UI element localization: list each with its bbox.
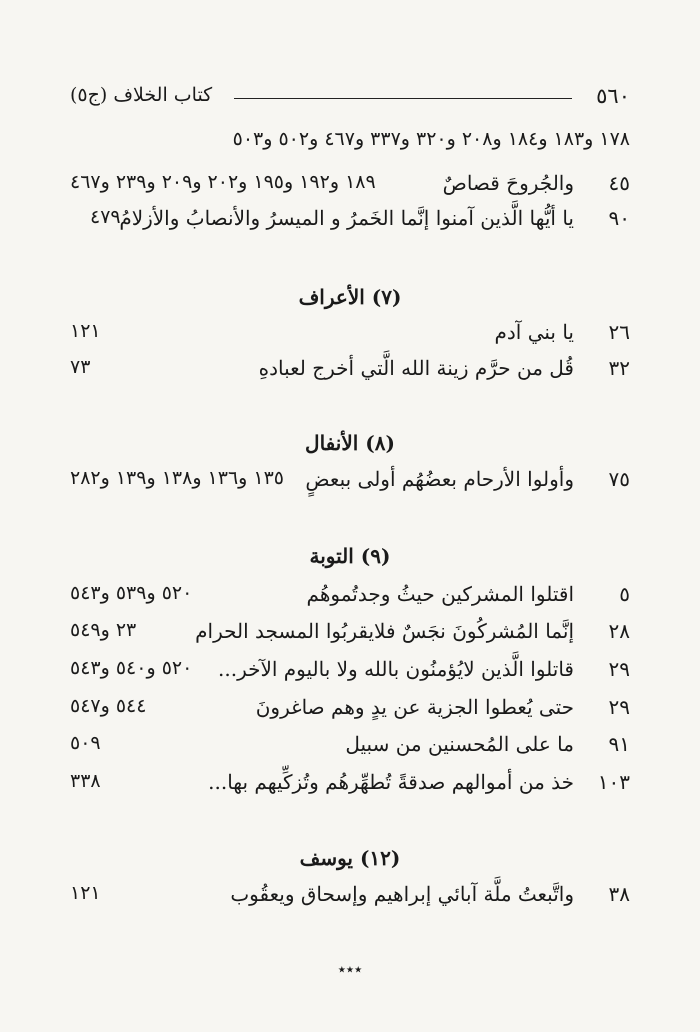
surah-heading: (٧) الأعراف bbox=[298, 285, 402, 309]
page-refs: ١٢١ bbox=[70, 320, 101, 342]
verse-text: قُل من حرَّم زينة الله الَّتي أخرج لعبادهِ bbox=[258, 356, 574, 380]
verse-text: حتى يُعطوا الجزية عن يدٍ وهم صاغرونَ bbox=[255, 695, 574, 719]
index-row bbox=[70, 206, 630, 240]
page-refs: ١٢١ bbox=[70, 882, 101, 904]
index-row bbox=[70, 695, 630, 729]
verse-number: ٩٠ bbox=[608, 206, 630, 230]
index-row bbox=[70, 657, 630, 691]
verse-text: وأولوا الأرحام بعضُهُم أولى ببعضٍ bbox=[305, 467, 574, 491]
verse-text: اقتلوا المشركين حيثُ وجدتُموهُم bbox=[306, 582, 574, 606]
verse-text: والجُروحَ قصاصٌ bbox=[442, 171, 574, 195]
verse-number: ٢٩ bbox=[608, 657, 630, 681]
page-refs: ٣٣٨ bbox=[70, 770, 101, 792]
page-refs: ٥٢٠ و٥٣٩ و٥٤٣ bbox=[70, 582, 193, 604]
page-header bbox=[70, 84, 630, 114]
verse-number: ٤٥ bbox=[608, 171, 630, 195]
index-row bbox=[70, 356, 630, 390]
verse-text: قاتلوا الَّذين لايُؤمنُون بالله ولا باليوم الآخر... bbox=[218, 657, 574, 681]
index-row bbox=[70, 467, 630, 501]
verse-number: ١٠٣ bbox=[597, 770, 630, 794]
verse-text: ما على المُحسنين من سبيل bbox=[345, 732, 574, 756]
surah-heading: (٩) التوبة bbox=[309, 544, 391, 568]
end-marker: ٭٭٭ bbox=[337, 960, 363, 978]
surah-heading: (٨) الأنفال bbox=[305, 431, 395, 455]
page-refs: ٥٤٤ و٥٤٧ bbox=[70, 695, 147, 717]
surah-heading: (١٢) يوسف bbox=[299, 846, 401, 870]
verse-number: ٩١ bbox=[608, 732, 630, 756]
verse-text: خذ من أموالهم صدقةً تُطهِّرهُم وتُزكِّيهم بها... bbox=[208, 770, 574, 794]
verse-number: ٢٨ bbox=[608, 619, 630, 643]
page-refs: ٥٢٠ و٥٤٠ و٥٤٣ bbox=[70, 657, 193, 679]
verse-text: يا أيُّها الَّذين آمنوا إنَّما الخَمرُ و الميسرُ والأنصابُ والأزلامُ bbox=[119, 206, 574, 230]
verse-number: ٢٦ bbox=[608, 320, 630, 344]
page-refs: ٧٣ bbox=[70, 356, 91, 378]
verse-number: ٥ bbox=[619, 582, 630, 606]
index-row bbox=[70, 619, 630, 653]
verse-number: ٢٩ bbox=[608, 695, 630, 719]
page-number: ٥٦٠ bbox=[596, 84, 630, 108]
verse-number: ٣٢ bbox=[608, 356, 630, 380]
verse-number: ٣٨ bbox=[608, 882, 630, 906]
page-refs: ١٧٨ و١٨٣ و١٨٤ و٢٠٨ و٣٢٠ و٣٣٧ و٤٦٧ و٥٠٢ و٥٠٣ bbox=[232, 128, 630, 150]
header-rule bbox=[234, 98, 572, 99]
index-row bbox=[70, 171, 630, 205]
book-title: كتاب الخلاف (ج٥) bbox=[70, 84, 213, 106]
verse-text: واتَّبعتُ ملَّة آبائي إبراهيم وإسحاق ويعقُوب bbox=[230, 882, 574, 906]
page-refs: ٥٠٩ bbox=[70, 732, 101, 754]
verse-number: ٧٥ bbox=[608, 467, 630, 491]
continuation-line bbox=[70, 128, 630, 162]
page-refs: ٤٧٩ bbox=[90, 206, 121, 228]
page-refs: ١٨٩ و١٩٢ و١٩٥ و٢٠٢ و٢٠٩ و٢٣٩ و٤٦٧ bbox=[70, 171, 376, 193]
index-row bbox=[70, 770, 630, 804]
index-row bbox=[70, 320, 630, 354]
verse-text: يا بني آدم bbox=[494, 320, 574, 344]
page-refs: ١٣٥ و١٣٦ و١٣٨ و١٣٩ و٢٨٢ bbox=[70, 467, 284, 489]
index-row bbox=[70, 582, 630, 616]
index-row bbox=[70, 882, 630, 916]
index-row bbox=[70, 732, 630, 766]
page-refs: ٢٣ و٥٤٩ bbox=[70, 619, 137, 641]
verse-text: إنَّما المُشركُونَ نجَسٌ فلايقربُوا المسجد الحرام bbox=[195, 619, 574, 643]
